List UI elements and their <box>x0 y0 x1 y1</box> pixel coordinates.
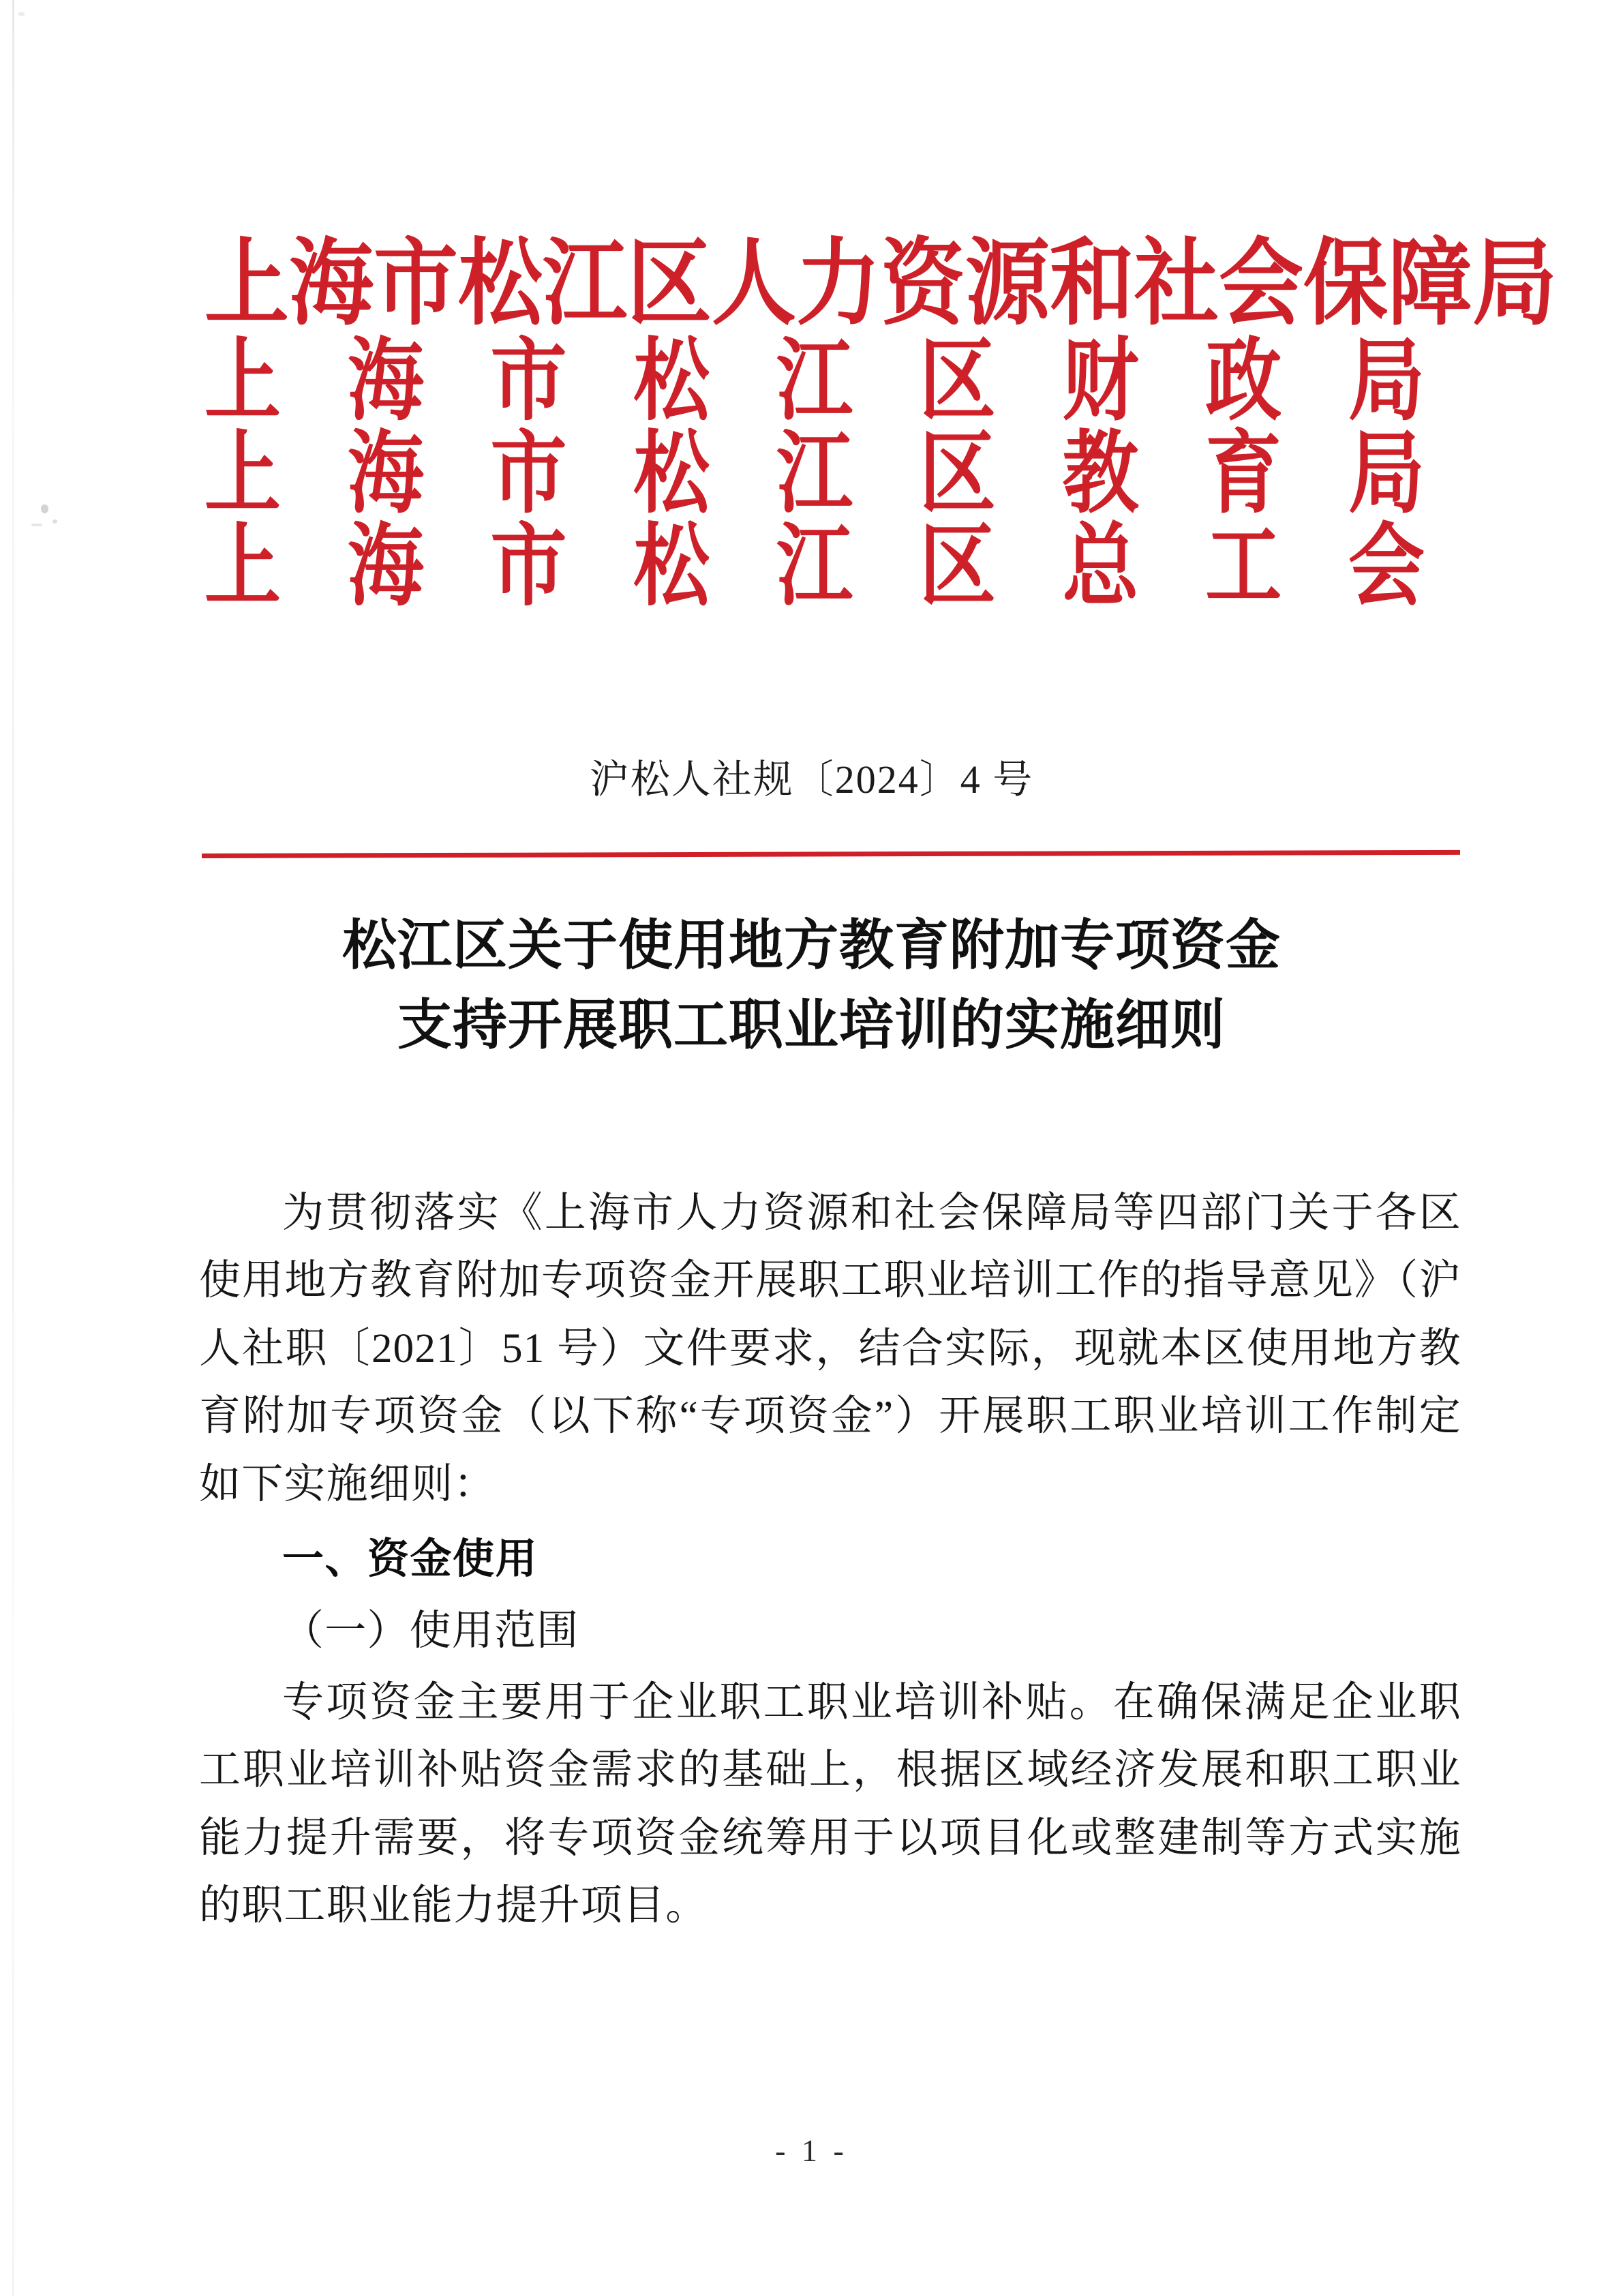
page-number-footer: - 1 - <box>775 2133 848 2168</box>
red-separator-rule <box>202 850 1460 858</box>
letterhead-agency-line-1: 上海市松江区人力资源和社会保障局 <box>204 232 1558 337</box>
scan-speckle-artifact <box>41 504 48 513</box>
document-title-line-1: 松江区关于使用地方教育附加专项资金 <box>342 916 1281 976</box>
scan-edge-artifact <box>12 0 14 2296</box>
letterhead-agency-line-2: 上海市松江区财政局 <box>204 331 1425 432</box>
document-title-line-2: 支持开展职工职业培训的实施细则 <box>397 995 1226 1056</box>
document-title <box>0 907 1623 1066</box>
subsection-1-paragraph: 专项资金主要用于企业职工职业培训补贴。在确保满足企业职工职业培训补贴资金需求的基础上，根据区域经济发展和职工职业能力提升需要，将专项资金统筹用于以项目化或整建制等方式实施的职工职业能力提升项目。 <box>199 1679 1461 1929</box>
document-body <box>199 1179 1461 1943</box>
intro-paragraph: 为贯彻落实《上海市人力资源和社会保障局等四部门关于各区使用地方教育附加专项资金开展职工职业培训工作的指导意见》（沪人社职〔2021〕51 号）文件要求，结合实际，现就本区使用地方教育附加专项资金（以下称“专项资金”）开展职工职业培训工作制定如下实施细则： <box>199 1190 1461 1507</box>
scan-speckle-artifact <box>31 524 42 526</box>
scan-speckle-artifact <box>18 12 25 16</box>
document-serial-number: 沪松人社规〔2024〕4 号 <box>589 757 1034 802</box>
subsection-heading-1: （一）使用范围 <box>282 1607 579 1654</box>
section-heading-1: 一、资金使用 <box>282 1535 539 1582</box>
scan-speckle-artifact <box>52 519 57 524</box>
letterhead-agency-line-3: 上海市松江区教育局 <box>204 424 1425 525</box>
letterhead-agency-line-4: 上海市松江区总工会 <box>204 517 1425 618</box>
letterhead <box>204 232 1558 618</box>
